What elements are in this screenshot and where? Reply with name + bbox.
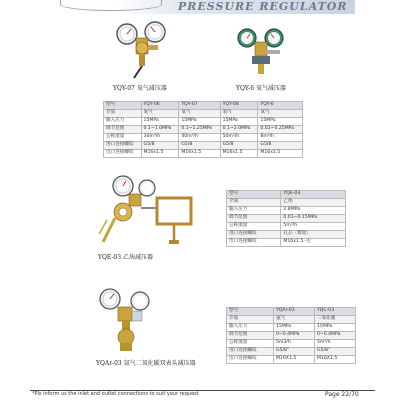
- table-header-cell: YQY-07: [179, 102, 220, 110]
- table-cell: 0~0.4MPa: [314, 332, 355, 340]
- table-row: [104, 142, 303, 150]
- table-cell: 调节范围: [227, 215, 281, 223]
- table-cell: 出口连接螺纹: [227, 239, 281, 247]
- table-cell: 乙炔: [281, 199, 346, 207]
- table-cell: 氧气: [258, 110, 303, 118]
- table-cell: 进口连接螺纹: [227, 231, 281, 239]
- table-cell: 出口连接螺纹: [227, 356, 274, 364]
- table-cell: 孔芯（框架）: [281, 231, 346, 239]
- table-cell: 5m³/h: [314, 340, 355, 348]
- spec-table-acetylene: [226, 190, 346, 247]
- table-header-cell: 型号: [227, 191, 281, 199]
- table-cell: G5/8: [179, 142, 220, 150]
- table-cell: 15MPa: [258, 118, 303, 126]
- table-row: [227, 340, 356, 348]
- table-row: [104, 150, 303, 158]
- table-cell: 公称流量: [227, 340, 274, 348]
- table-row: [104, 126, 303, 134]
- table-cell: 15MPa: [273, 324, 314, 332]
- table-cell: 15MPa: [179, 118, 220, 126]
- yqe03-product-image: [95, 172, 205, 247]
- yqe03-caption: YQE-03 乙炔减压器: [98, 254, 153, 261]
- table-row: [227, 231, 346, 239]
- table-row: [227, 239, 346, 247]
- table-header-cell: YQAr-03: [273, 308, 314, 316]
- table-cell: M16x1.5: [220, 150, 258, 158]
- table-row: [227, 324, 356, 332]
- table-cell: 0~0.4MPa: [273, 332, 314, 340]
- table-header-cell: 型号: [104, 102, 142, 110]
- table-cell: 输入压力: [227, 207, 281, 215]
- table-header-row: [227, 191, 346, 199]
- table-cell: 氧气: [220, 110, 258, 118]
- table-cell: 氩气: [273, 316, 314, 324]
- table-cell: M16x1.5: [179, 150, 220, 158]
- table-cell: 0.1~2.0MPa: [220, 126, 258, 134]
- table-row: [227, 332, 356, 340]
- table-cell: M16x1.5: [258, 150, 303, 158]
- page-number: Page 22/70: [325, 391, 359, 398]
- table-cell: M16X1.5: [314, 356, 355, 364]
- table-cell: 5m3/h: [273, 340, 314, 348]
- table-cell: 15MPa: [141, 118, 179, 126]
- table-cell: G5/8": [314, 348, 355, 356]
- table-cell: 公称流量: [104, 134, 142, 142]
- table-cell: 5m³/h: [281, 223, 346, 231]
- table-cell: 输入压力: [227, 324, 274, 332]
- yqy07-caption: YQY-07 氧气减压器: [113, 85, 167, 92]
- spec-table-oxygen: [103, 101, 303, 158]
- table-row: [227, 316, 356, 324]
- table-cell: 0.1~1.25MPa: [179, 126, 220, 134]
- table-row: [227, 348, 356, 356]
- table-row: [104, 118, 303, 126]
- table-header-cell: YQY-08: [220, 102, 258, 110]
- yqy07-product-image: [110, 18, 180, 80]
- table-header-cell: YQY-06: [141, 102, 179, 110]
- table-header-cell: YQY-6: [258, 102, 303, 110]
- table-cell: 介质: [227, 316, 274, 324]
- table-cell: 30m³/h: [141, 134, 179, 142]
- table-cell: 进口连接螺纹: [227, 348, 274, 356]
- table-row: [227, 207, 346, 215]
- table-row: [227, 356, 356, 364]
- yqy06-product-image: [232, 22, 296, 80]
- page-title: PRESSURE REGULATOR: [178, 0, 348, 13]
- table-header-row: [104, 102, 303, 110]
- table-cell: 0.01~0.15MPa: [281, 215, 346, 223]
- table-header-row: [227, 308, 356, 316]
- table-header-cell: 型号: [227, 308, 274, 316]
- table-cell: 氧气: [179, 110, 220, 118]
- table-cell: 出口连接螺纹: [104, 150, 142, 158]
- yqy06-caption: YQY-6 氧气减压器: [236, 85, 286, 92]
- table-cell: M16x1.5: [141, 150, 179, 158]
- table-cell: 调节范围: [104, 126, 142, 134]
- table-row: [227, 223, 346, 231]
- table-cell: 15MPa: [220, 118, 258, 126]
- footer-note: *Pls inform us the inlet and outlet connections to suit your request: [32, 391, 199, 397]
- yqar03-caption: YQAr-03 氩气二氧化碳双表头减压器: [96, 360, 196, 367]
- table-cell: 0.02~0.25MPa: [258, 126, 303, 134]
- table-cell: 氧气: [141, 110, 179, 118]
- yqar03-product-image: [92, 283, 164, 355]
- table-row: [104, 134, 303, 142]
- table-row: [104, 110, 303, 118]
- table-row: [227, 215, 346, 223]
- table-header-cell: YQC-03: [314, 308, 355, 316]
- table-cell: G5/8: [258, 142, 303, 150]
- table-cell: G5/8": [273, 348, 314, 356]
- table-header-cell: YQE-03: [281, 191, 346, 199]
- table-cell: M16X1.5: [273, 356, 314, 364]
- table-cell: 40m³/h: [179, 134, 220, 142]
- table-cell: G5/8: [141, 142, 179, 150]
- table-cell: 调节范围: [227, 332, 274, 340]
- table-cell: M16x1.5 -左: [281, 239, 346, 247]
- table-cell: 公称流量: [227, 223, 281, 231]
- table-cell: 50m³/h: [220, 134, 258, 142]
- table-cell: G5/8: [220, 142, 258, 150]
- table-cell: 0.1~1.0MPa: [141, 126, 179, 134]
- table-cell: 8m³/h: [258, 134, 303, 142]
- table-cell: 介质: [227, 199, 281, 207]
- table-cell: 二氧化碳: [314, 316, 355, 324]
- table-row: [227, 199, 346, 207]
- table-cell: 输入压力: [104, 118, 142, 126]
- table-cell: 进口连接螺纹: [104, 142, 142, 150]
- table-cell: 介质: [104, 110, 142, 118]
- table-cell: 2.8MPa: [281, 207, 346, 215]
- spec-table-argon-co2: [226, 307, 356, 364]
- table-cell: 15MPa: [314, 324, 355, 332]
